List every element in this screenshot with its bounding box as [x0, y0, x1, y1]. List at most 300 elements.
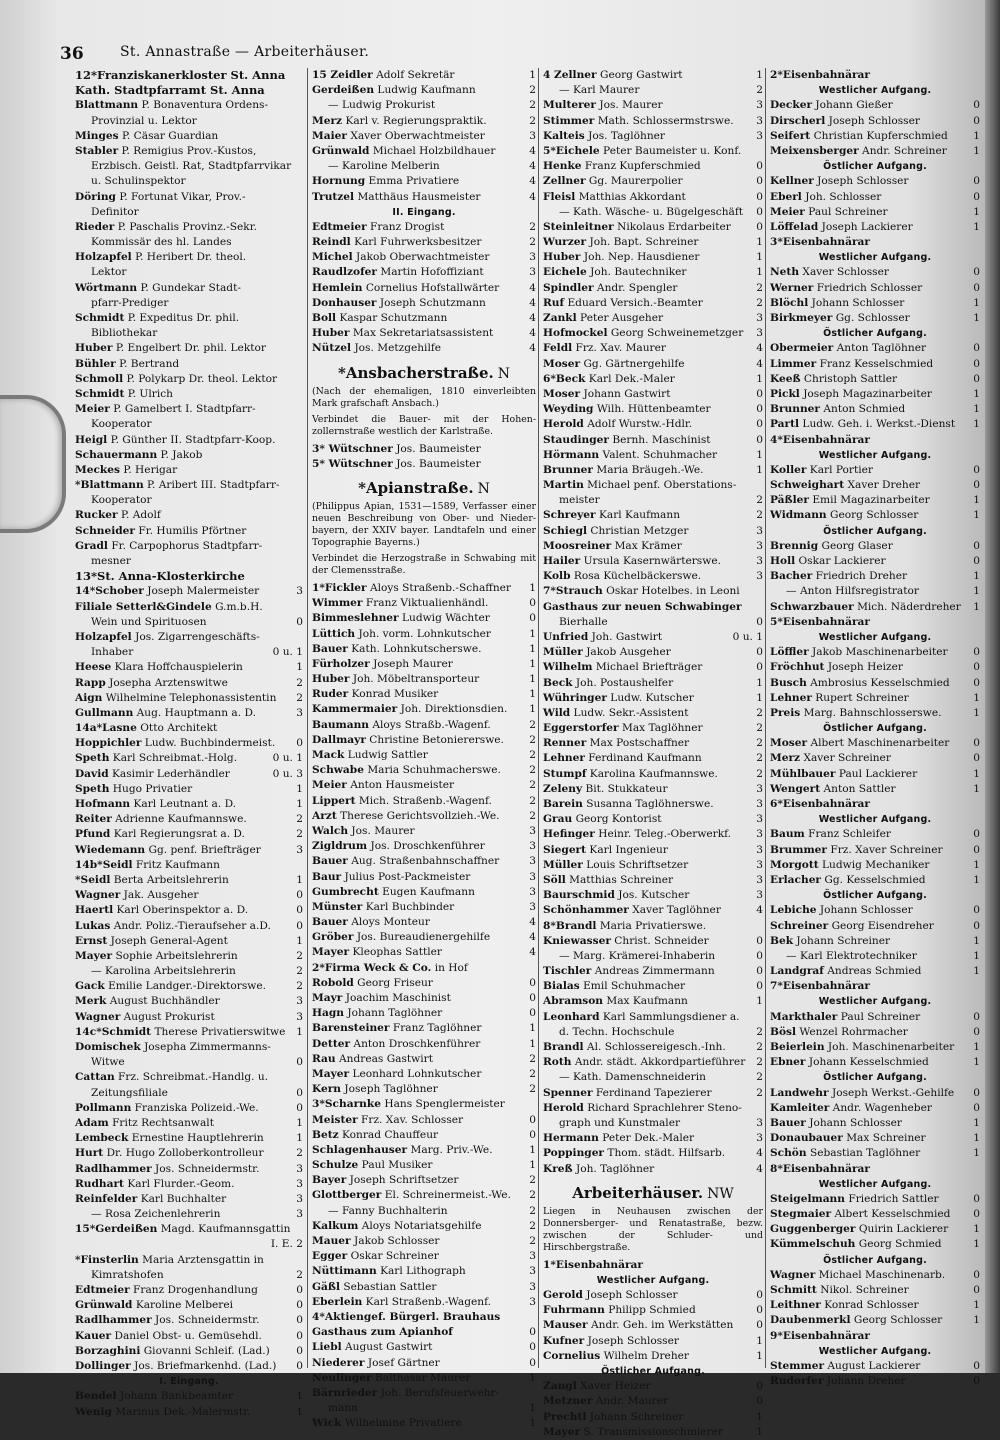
- directory-entry: [312, 748, 536, 763]
- entry-description: Joseph Lackierer: [821, 220, 913, 233]
- directory-entry: [75, 220, 303, 235]
- directory-entry: [770, 311, 980, 326]
- entry-floor: 3: [529, 824, 536, 837]
- entry-description: Georg Friseur: [357, 976, 433, 989]
- directory-entry: [770, 660, 980, 675]
- entry-name: Lebiche: [770, 904, 817, 917]
- directory-entry: [75, 205, 303, 220]
- directory-entry: [543, 858, 763, 873]
- directory-entry: [75, 463, 303, 478]
- entry-name: 15*Gerdeißen: [75, 1223, 158, 1236]
- entry-name: Wimmer: [312, 597, 363, 610]
- directory-entry: [770, 1329, 980, 1344]
- directory-entry: [75, 554, 303, 569]
- directory-entry: [543, 1379, 763, 1394]
- entry-name: Söll: [543, 873, 566, 886]
- directory-entry: [543, 1086, 763, 1101]
- entry-description: P. Expeditus Dr. phil.: [127, 312, 240, 324]
- entry-name: Edtmeier: [312, 220, 367, 233]
- directory-entry: [543, 660, 763, 675]
- entry-name: Wörtmann: [75, 281, 138, 294]
- entry-name: Wagner: [75, 1010, 121, 1023]
- directory-entry: [75, 508, 303, 523]
- directory-entry: [312, 1143, 536, 1158]
- entry-name: Hurt: [75, 1147, 104, 1160]
- entry-description: Karl Oberinspektor a. D.: [116, 904, 249, 917]
- entry-name: Betz: [312, 1128, 339, 1141]
- entry-name: Bendel: [75, 1390, 117, 1403]
- entry-description: Anton Hausmeister: [350, 779, 455, 792]
- entry-description: — Karolina Arbeitslehrerin: [91, 965, 236, 978]
- entry-floor: 0: [296, 1314, 303, 1327]
- directory-entry: [770, 1025, 980, 1040]
- directory-entry: [312, 220, 536, 235]
- entry-floor: 0: [973, 555, 980, 567]
- entry-floor: 1: [529, 1022, 536, 1035]
- entry-floor: 0: [296, 1359, 303, 1372]
- entry-name: Obermeier: [770, 342, 834, 355]
- entry-floor: 1: [756, 372, 763, 385]
- entry-description: Maria Arztensgattin in: [142, 1253, 264, 1266]
- entry-name: Speth: [75, 782, 110, 795]
- entry-description: — Rosa Zeichenlehrerin: [91, 1208, 221, 1221]
- directory-entry: [543, 463, 763, 478]
- entry-description: Wenzel Rohrmacher: [799, 1025, 908, 1038]
- entry-description: Jakob Maschinenarbeiter: [812, 646, 948, 659]
- directory-entry: [75, 569, 303, 584]
- entrance-subheading: Östlicher Aufgang.: [823, 328, 927, 340]
- entry-description: Ludwig Kaufmann: [377, 84, 476, 97]
- entry-floor: 1: [973, 934, 980, 947]
- entry-description: — Marg. Krämerei-Inhaberin: [559, 949, 716, 962]
- entry-description: Frz. Xav. Schlosser: [361, 1113, 464, 1126]
- entrance-subheading: Östlicher Aufgang.: [601, 1366, 705, 1377]
- entry-floor: 3: [756, 813, 763, 826]
- directory-entry: [312, 854, 536, 869]
- directory-entry: [312, 930, 536, 945]
- directory-entry: [312, 1386, 536, 1401]
- directory-entry: [312, 976, 536, 991]
- entry-name: Markthaler: [770, 1010, 838, 1023]
- directory-entry: [770, 1207, 980, 1222]
- entry-floor: 3: [756, 782, 763, 795]
- entry-name: Brandl: [543, 1041, 584, 1053]
- entry-floor: 1: [529, 581, 536, 594]
- entry-floor: 1: [529, 1402, 536, 1415]
- directory-entry: [75, 1344, 303, 1359]
- entry-description: Georg Schmied: [858, 1238, 942, 1251]
- directory-entry: [75, 144, 303, 159]
- entry-floor: 0: [756, 965, 763, 978]
- entry-description: Bierhalle: [559, 615, 608, 628]
- directory-entry: [543, 554, 763, 569]
- entry-floor: 0: [973, 843, 980, 856]
- entry-name: Schmidt: [75, 387, 125, 400]
- directory-entry: [312, 1067, 536, 1082]
- entry-floor: 0: [973, 904, 980, 917]
- entry-floor: 3: [529, 129, 536, 142]
- entry-name: Nützel: [312, 342, 352, 355]
- entry-name: Holzapfel: [75, 251, 132, 264]
- entry-name: Kniewasser: [543, 934, 611, 947]
- entry-name: Eberlein: [312, 1295, 363, 1308]
- entry-floor: 3: [756, 539, 763, 552]
- street-direction: N: [477, 480, 490, 497]
- entry-name: Bauer: [312, 642, 348, 655]
- entry-name: Adam: [75, 1116, 109, 1129]
- entry-floor: 2: [756, 752, 763, 765]
- entry-description: Kommissär des hl. Landes: [91, 236, 232, 249]
- directory-entry: [312, 1325, 536, 1340]
- entrance-subheading: Westlicher Aufgang.: [818, 631, 932, 643]
- entry-floor: 0: [973, 175, 980, 188]
- directory-entry: [75, 600, 303, 615]
- entry-description: Joh. Berufsfeuerwehr-: [380, 1386, 500, 1399]
- entry-name: *Finsterlin: [75, 1253, 139, 1266]
- entry-name: Eggerstorfer: [543, 722, 619, 735]
- entry-description: Hugo Privatier: [112, 782, 193, 795]
- entry-name: Rapp: [75, 676, 106, 689]
- entry-name: Spindler: [543, 281, 594, 294]
- entry-description: Matthäus Hausmeister: [357, 190, 481, 203]
- entry-name: Schwabe: [312, 764, 364, 777]
- entry-description: P. Polykarp Dr. theol. Lektor: [126, 372, 278, 385]
- directory-entry: [543, 402, 763, 417]
- entry-floor: 4: [529, 281, 536, 294]
- entry-description: Jos. Baumeister: [396, 457, 481, 470]
- entry-description: Franz Taglöhner: [392, 1022, 482, 1035]
- directory-entry: [770, 129, 980, 144]
- entry-description: Jos. Maurer: [599, 99, 663, 112]
- directory-entry: [543, 1394, 763, 1409]
- entry-floor: 2: [756, 1025, 763, 1038]
- directory-entry: [75, 311, 303, 326]
- entry-description: Paul Lackierer: [838, 767, 918, 780]
- entry-description: Marinus Dek.-Malermstr.: [115, 1405, 251, 1418]
- entry-description: Frz. Xaver Schreiner: [830, 843, 943, 856]
- directory-entry: [770, 964, 980, 979]
- entry-name: Bärnrieder: [312, 1386, 378, 1399]
- directory-entry: [312, 581, 536, 596]
- directory-entry: [543, 873, 763, 888]
- entry-list: [543, 1258, 763, 1440]
- entry-floor: 2: [296, 813, 303, 826]
- entry-name: Bauer: [770, 1116, 806, 1129]
- directory-entry: [770, 919, 980, 934]
- entry-description: Matthias Schreiner: [569, 873, 674, 886]
- directory-entry: [543, 964, 763, 979]
- paper-clip-shadow: [0, 395, 66, 533]
- entry-list: [312, 442, 536, 472]
- entry-description: Max Postschaffner: [589, 737, 690, 750]
- entry-name: Mayer: [543, 1425, 581, 1438]
- entry-description: Sebastian Sattler: [343, 1280, 437, 1293]
- entry-name: Dollinger: [75, 1359, 131, 1372]
- entry-description: Al. Schlossereigesch.-Inh.: [586, 1041, 726, 1053]
- entry-description: Marg. Bahnschlosserswe.: [803, 706, 942, 719]
- directory-entry: [312, 1128, 536, 1143]
- entry-name: Busch: [770, 676, 807, 689]
- entry-description: Kooperator: [91, 418, 152, 431]
- entry-name: Mayer: [312, 1067, 350, 1080]
- entry-floor: 4: [529, 327, 536, 340]
- entry-floor: 1: [973, 1056, 980, 1069]
- directory-entry: [770, 615, 980, 630]
- entry-floor: 0: [973, 463, 980, 476]
- entry-description: Peter Ausgeher: [580, 312, 664, 324]
- entry-description: Ferdinand Kaufmann: [588, 752, 702, 765]
- entry-description: Sophie Arbeitslehrerin: [115, 949, 238, 962]
- directory-entry: [312, 250, 536, 265]
- entry-floor: 1: [973, 494, 980, 507]
- entry-description: Ludw. Buchbindermeist.: [144, 737, 276, 750]
- entry-floor: 1: [756, 676, 763, 689]
- entry-floor: 0: [756, 205, 763, 218]
- entry-name: Borzaghini: [75, 1344, 141, 1357]
- entry-name: 13*St. Anna-Klosterkirche: [75, 569, 245, 584]
- directory-entry: [770, 402, 980, 417]
- entry-description: P. Gamelbert I. Stadtpfarr-: [113, 403, 256, 416]
- directory-entry: [312, 265, 536, 280]
- entry-floor: 0: [296, 615, 303, 628]
- entry-description: Franz Kesselschmied: [819, 357, 934, 370]
- entry-description: Ludw. Sekr.-Assistent: [573, 706, 689, 719]
- directory-entry: [543, 1070, 763, 1085]
- directory-entry: [75, 584, 303, 599]
- entry-floor: 0: [973, 1025, 980, 1038]
- entry-description: Susanna Taglöhnerswe.: [586, 798, 714, 810]
- directory-entry: [770, 949, 980, 964]
- entry-name: Schönhammer: [543, 904, 629, 917]
- directory-entry: [75, 797, 303, 812]
- directory-entry: [543, 1055, 763, 1070]
- directory-entry: [543, 159, 763, 174]
- entry-name: Birkmeyer: [770, 312, 833, 324]
- directory-entry: [75, 98, 303, 113]
- entry-name: Huber: [312, 327, 350, 340]
- entry-description: Ursula Kasernwärterswe.: [583, 555, 721, 567]
- directory-entry: [543, 1334, 763, 1349]
- entry-floor: 0: [529, 1326, 536, 1339]
- entry-description: Jos. Briefmarkenhd. (Lad.): [134, 1359, 277, 1372]
- entry-description: Joh. Direktionsdien.: [400, 703, 508, 716]
- entry-name: 1*Fickler: [312, 581, 367, 594]
- entry-description: Jakob Schlosser: [354, 1235, 440, 1247]
- directory-entry: [312, 1295, 536, 1310]
- entry-description: Friedrich Schlosser: [816, 281, 923, 294]
- street-title: Arbeiterhäuser.: [572, 1183, 704, 1202]
- entry-name: Hagn: [312, 1007, 344, 1020]
- entry-floor: 1: [973, 1314, 980, 1327]
- entry-floor: 1: [529, 703, 536, 716]
- directory-entry: [312, 1280, 536, 1295]
- entry-floor: 1: [973, 706, 980, 719]
- directory-entry: [312, 326, 536, 341]
- directory-entry: [543, 508, 763, 523]
- entry-floor: 0: [296, 919, 303, 932]
- entry-name: Münster: [312, 900, 363, 913]
- directory-entry: [770, 903, 980, 918]
- entry-floor: 0: [529, 612, 536, 625]
- entry-description: Emilie Landger.-Direktorswe.: [108, 980, 266, 993]
- directory-entry: [75, 1086, 303, 1101]
- entry-description: P. Engelbert Dr. phil. Lektor: [115, 342, 266, 355]
- directory-entry: [770, 1101, 980, 1116]
- entry-list: [312, 581, 536, 1432]
- entry-description: Jos. Zigarrengeschäfts-: [135, 630, 260, 643]
- directory-entry: [770, 1162, 980, 1177]
- entry-floor: 4: [529, 312, 536, 324]
- directory-entry: [543, 220, 763, 235]
- entry-description: P. Ulrich: [127, 387, 173, 400]
- entry-floor: 3: [756, 843, 763, 856]
- directory-entry: [770, 1283, 980, 1298]
- entry-description: Anton Schmied: [823, 403, 906, 416]
- directory-entry: [770, 1192, 980, 1207]
- entry-floor: 1: [529, 1143, 536, 1156]
- directory-entry: [312, 98, 536, 113]
- entry-floor: 1: [756, 69, 763, 81]
- directory-entry: [770, 114, 980, 129]
- entry-description: Jos. Metzgehilfe: [354, 342, 442, 355]
- entry-floor: 4: [529, 144, 536, 157]
- entrance-subheading: Östlicher Aufgang.: [823, 525, 927, 537]
- page-header: [60, 40, 960, 64]
- entry-description: P. Cäsar Guardian: [121, 129, 219, 142]
- entry-name: Tischler: [543, 965, 592, 978]
- entry-floor: 3: [756, 889, 763, 902]
- directory-entry: [770, 1131, 980, 1146]
- entry-floor: 4: [529, 931, 536, 944]
- directory-entry: [312, 611, 536, 626]
- entry-name: Liebl: [312, 1341, 342, 1354]
- column-3: [538, 68, 763, 1438]
- entry-floor: 1: [529, 627, 536, 640]
- entry-description: Kooperator: [91, 494, 152, 507]
- entry-description: Philipp Schmied: [608, 1304, 696, 1317]
- entry-floor: 0: [756, 175, 763, 188]
- directory-entry: [75, 68, 303, 83]
- entry-description: Joseph Magazinarbeiter: [803, 387, 932, 400]
- entry-name: Moser: [543, 357, 581, 370]
- entry-description: Kimratshofen: [91, 1268, 164, 1281]
- entry-description: Emil Magazinarbeiter: [812, 494, 930, 507]
- entry-description: Karl Straßenb.-Wagenf.: [365, 1295, 492, 1308]
- entry-description: Josepha Arztenswitwe: [109, 676, 228, 689]
- entry-name: 8*Brandl: [543, 919, 597, 932]
- entry-name: Gäßl: [312, 1280, 340, 1293]
- entry-name: Werner: [770, 281, 814, 294]
- entry-name: Maier: [312, 129, 347, 142]
- directory-entry: [75, 1055, 303, 1070]
- entry-description: Joseph Schlosser: [817, 175, 909, 188]
- directory-entry: [543, 433, 763, 448]
- entry-description: Franz Drogenhandlung: [133, 1284, 258, 1296]
- entry-name: Herold: [543, 418, 584, 431]
- entry-floor: 1: [529, 673, 536, 686]
- entry-floor: 0: [973, 357, 980, 370]
- entry-description: P. Heribert Dr. theol.: [135, 251, 247, 264]
- entry-name: *Seidl: [75, 873, 111, 886]
- directory-entry: [543, 569, 763, 584]
- entry-description: August Lackierer: [827, 1359, 921, 1372]
- entry-description: Gg. Schlosser: [835, 312, 910, 324]
- entry-floor: 2: [756, 1041, 763, 1053]
- directory-entry: [75, 296, 303, 311]
- entry-name: Pickl: [770, 387, 800, 400]
- entry-description: Jakob Oberwachtmeister: [356, 251, 490, 264]
- entrance-subheading: Westlicher Aufgang.: [596, 1274, 710, 1286]
- entry-description: Michael Holzbildhauer: [372, 144, 496, 157]
- entry-floor: 1: [529, 1037, 536, 1050]
- entry-name: Wengert: [770, 782, 821, 795]
- entry-floor: 3: [756, 570, 763, 583]
- directory-entry: [770, 220, 980, 235]
- entry-name: Lembeck: [75, 1132, 129, 1145]
- entry-name: Schreiner: [770, 919, 829, 932]
- entry-name: Holl: [770, 555, 796, 567]
- directory-entry: [75, 478, 303, 493]
- directory-entry: [312, 839, 536, 854]
- entry-description: Berta Arbeitslehrerin: [113, 873, 229, 886]
- entry-floor: 3: [296, 706, 303, 719]
- entry-floor: 0: [973, 752, 980, 765]
- entry-floor: 2: [756, 509, 763, 522]
- directory-entry: [312, 1401, 536, 1416]
- entry-description: Klara Hoffchauspielerin: [114, 661, 243, 674]
- entry-name: Moser: [543, 387, 581, 400]
- directory-entry: [543, 1146, 763, 1161]
- entry-name: Siegert: [543, 843, 587, 856]
- directory-entry: [770, 1086, 980, 1101]
- entry-description: Adolf Sekretär: [376, 69, 455, 81]
- entry-description: Joh. Bautechniker: [590, 266, 687, 279]
- directory-entry: [543, 281, 763, 296]
- entry-list: [75, 68, 303, 1420]
- entry-description: Provinzial u. Lektor: [91, 114, 197, 127]
- entry-floor: 1: [973, 387, 980, 400]
- entry-name: Wagner: [75, 889, 121, 902]
- entry-description: Karl Kaufmann: [598, 509, 681, 522]
- entry-description: Maria Schuhmacherswe.: [367, 764, 501, 777]
- directory-entry: [770, 584, 980, 599]
- entry-description: Michael Maschinenarb.: [818, 1268, 946, 1281]
- entry-description: Kasimir Lederhändler: [112, 767, 230, 780]
- entry-floor: 1: [296, 1390, 303, 1403]
- page-edge-shadow: [985, 0, 1000, 1373]
- entry-floor: 0: [756, 646, 763, 659]
- entry-description: Franz Kupferschmied: [584, 160, 701, 173]
- entry-name: Lehner: [543, 752, 585, 765]
- entry-description: P. Bonaventura Ordens-: [141, 99, 269, 112]
- entry-floor: 0: [529, 976, 536, 989]
- entry-description: Max Kaufmann: [606, 995, 688, 1008]
- entry-description: Georg Schlosser: [830, 509, 919, 522]
- entry-floor: 3: [296, 1192, 303, 1205]
- entry-description: Georg Glaser: [821, 539, 893, 552]
- entry-description: Ludwig Wächter: [401, 612, 490, 625]
- entry-floor: 3: [756, 524, 763, 537]
- entry-floor: 1: [296, 934, 303, 947]
- entry-name: Michel: [312, 251, 353, 264]
- entry-description: Therese Privatierswitwe: [154, 1025, 286, 1038]
- directory-entry: [770, 858, 980, 873]
- directory-entry: [543, 1162, 763, 1177]
- entry-description: Josepha Zimmermanns-: [144, 1041, 271, 1053]
- entry-description: Karl Buchbinder: [365, 900, 455, 913]
- directory-entry: [312, 733, 536, 748]
- directory-entry: [75, 281, 303, 296]
